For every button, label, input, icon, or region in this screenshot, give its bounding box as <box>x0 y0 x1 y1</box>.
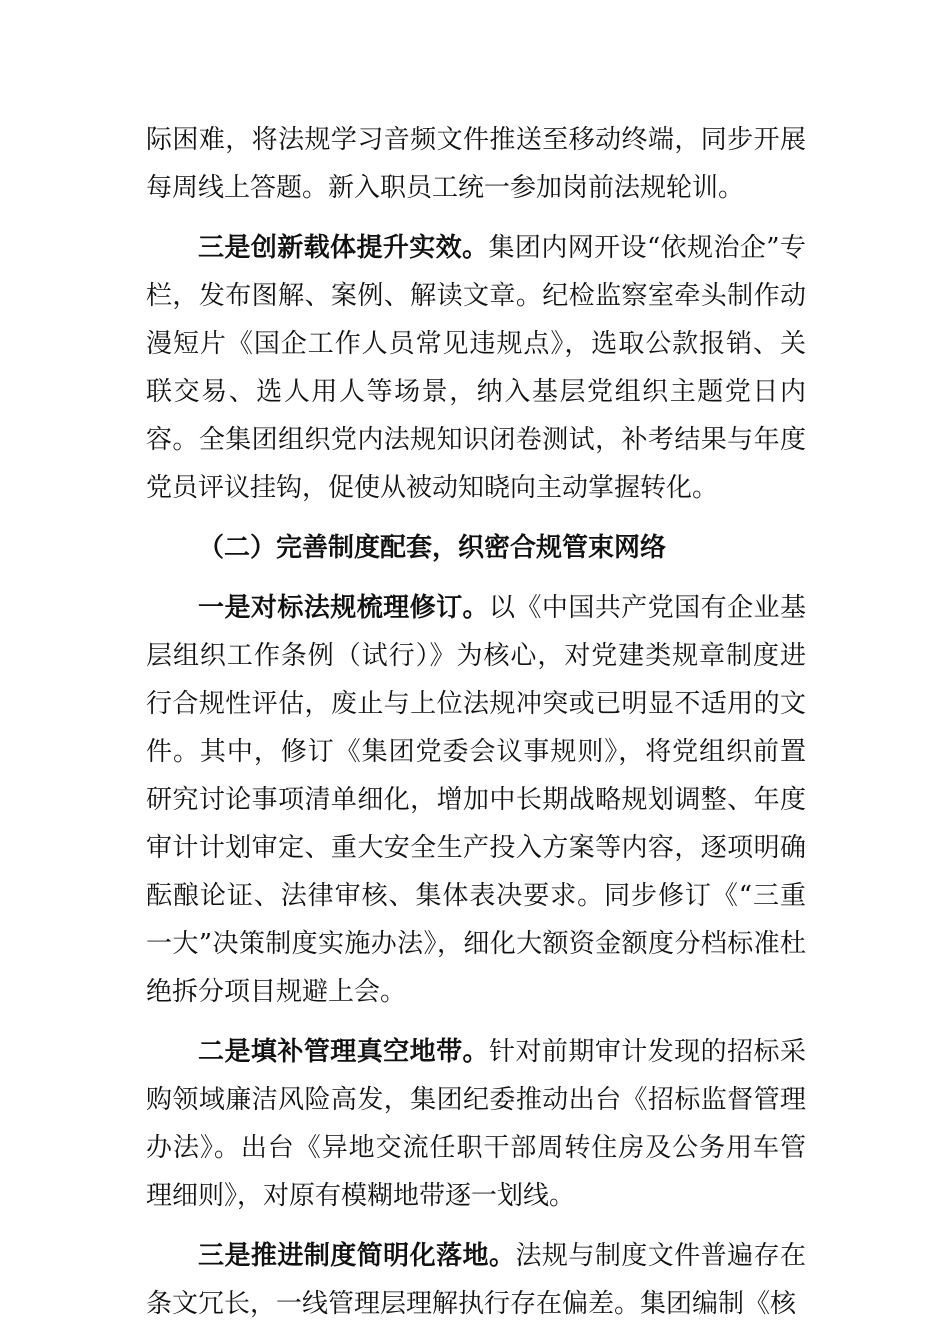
document-page <box>146 116 806 1328</box>
paragraph-lead: 三是创新载体提升实效。 <box>198 233 489 263</box>
paragraph-revision <box>146 584 806 1016</box>
paragraph-simplification <box>146 1232 806 1328</box>
paragraph-lead: 二是填补管理真空地带。 <box>198 1037 489 1067</box>
paragraph-text: 以《中国共产党国有企业基层组织工作条例（试行）》为核心，对党建类规章制度进行合规性评估，废止与上位法规冲突或已明显不适用的文件。其中，修订《集团党委会议事规则》，将党组织前置研究讨论事项清单细化，增加中长期战略规划调整、年度审计计划审定、重大安全生产投入方案等内容，逐项明确酝酿论证、法律审核、集体表决要求。同步修订《“三重一大”决策制度实施办法》，细化大额资金额度分档标准杜绝拆分项目规避上会。 <box>146 593 806 1007</box>
paragraph-text: 法规与制度文件普遍存在条文冗长，一线管理层理解执行存在偏差。集团编制《核 <box>146 1241 806 1319</box>
paragraph-continuation <box>146 116 806 212</box>
paragraph-text: 集团内网开设“依规治企”专栏，发布图解、案例、解读文章。纪检监察室牵头制作动漫短片《国企工作人员常见违规点》，选取公款报销、关联交易、选人用人等场景，纳入基层党组织主题党日内容。全集团组织党内法规知识闭卷测试，补考结果与年度党员评议挂钩，促使从被动知晓向主动掌握转化。 <box>146 233 806 503</box>
paragraph-gap-filling <box>146 1028 806 1220</box>
paragraph-text: 际困难，将法规学习音频文件推送至移动终端，同步开展每周线上答题。新入职员工统一参加岗前法规轮训。 <box>146 125 806 203</box>
paragraph-lead: 三是推进制度简明化落地。 <box>198 1241 516 1271</box>
paragraph-text: 针对前期审计发现的招标采购领域廉洁风险高发，集团纪委推动出台《招标监督管理办法》。出台《异地交流任职干部周转住房及公务用车管理细则》，对原有模糊地带逐一划线。 <box>146 1037 806 1211</box>
paragraph-lead: 一是对标法规梳理修订。 <box>198 593 489 623</box>
section-heading: （二）完善制度配套，织密合规管束网络 <box>198 533 667 563</box>
paragraph-innovation <box>146 224 806 512</box>
